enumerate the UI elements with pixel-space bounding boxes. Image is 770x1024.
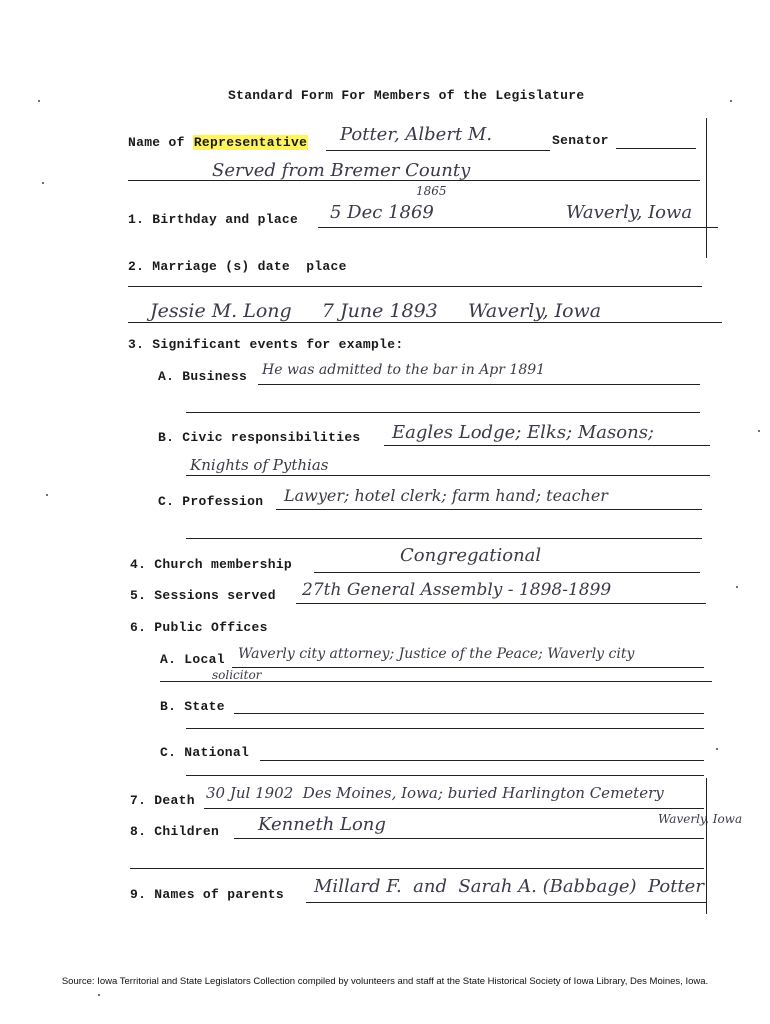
business-label: A. Business — [158, 369, 248, 384]
profession-underline-1 — [276, 509, 702, 510]
marriage-underline-2 — [128, 322, 722, 323]
children-underline-2 — [130, 868, 704, 869]
right-margin-line-bottom — [706, 778, 707, 914]
sessions-label: 5. Sessions served — [130, 588, 276, 603]
civic-label: B. Civic responsibilities — [158, 430, 361, 445]
name-prefix: Name of — [128, 135, 193, 150]
civic-underline-2 — [186, 475, 710, 476]
public-offices-label: 6. Public Offices — [130, 620, 268, 635]
local-cont-handwriting: solicitor — [212, 668, 262, 682]
parents-underline — [306, 902, 706, 903]
marriage-underline-1 — [128, 286, 702, 287]
local-label: A. Local — [160, 652, 225, 667]
children-label: 8. Children — [130, 824, 220, 839]
church-underline — [314, 572, 700, 573]
church-handwriting: Congregational — [400, 545, 542, 566]
profession-underline-2 — [186, 538, 702, 539]
civic-underline-1 — [384, 445, 710, 446]
national-underline-2 — [186, 775, 704, 776]
right-margin-line-top — [706, 118, 707, 258]
sessions-underline — [296, 603, 706, 604]
death-cont-handwriting: Waverly, Iowa — [658, 812, 743, 826]
state-label: B. State — [160, 699, 225, 714]
state-underline-1 — [234, 713, 704, 714]
scan-speck — [46, 494, 48, 496]
sessions-handwriting: 27th General Assembly - 1898-1899 — [302, 580, 612, 600]
business-underline-2 — [186, 412, 700, 413]
scan-speck — [98, 994, 100, 996]
profession-handwriting: Lawyer; hotel clerk; farm hand; teacher — [284, 486, 608, 505]
significant-events-label: 3. Significant events for example: — [128, 337, 404, 352]
local-underline-2 — [160, 681, 712, 682]
birth-place-handwriting: Waverly, Iowa — [566, 202, 693, 223]
served-handwriting: Served from Bremer County — [212, 160, 471, 181]
business-handwriting: He was admitted to the bar in Apr 1891 — [262, 362, 546, 378]
local-underline-1 — [232, 667, 704, 668]
death-label: 7. Death — [130, 793, 195, 808]
business-underline-1 — [258, 384, 700, 385]
national-underline-1 — [260, 760, 704, 761]
scan-speck — [38, 100, 40, 102]
children-handwriting: Kenneth Long — [258, 814, 386, 835]
local-handwriting: Waverly city attorney; Justice of the Peace; Waverly city — [238, 646, 635, 662]
parents-handwriting: Millard F. and Sarah A. (Babbage) Potter — [314, 876, 704, 897]
scan-speck — [736, 586, 738, 588]
representative-highlight: Representative — [193, 135, 308, 150]
scan-speck — [716, 748, 718, 750]
death-underline — [204, 808, 704, 809]
scan-speck — [758, 430, 760, 432]
served-underline — [128, 180, 700, 181]
form-title: Standard Form For Members of the Legislature — [228, 88, 585, 103]
civic-handwriting: Eagles Lodge; Elks; Masons; — [392, 422, 654, 443]
state-underline-2 — [186, 728, 704, 729]
name-handwriting: Potter, Albert M. — [340, 124, 493, 145]
name-label — [128, 135, 308, 150]
national-label: C. National — [160, 745, 250, 760]
birthday-underline — [318, 227, 718, 228]
profession-label: C. Profession — [158, 494, 264, 509]
name-underline — [326, 150, 550, 151]
parents-label: 9. Names of parents — [130, 887, 284, 902]
scan-speck — [42, 182, 44, 184]
senator-label: Senator — [552, 133, 609, 148]
source-caption: Source: Iowa Territorial and State Legislators Collection compiled by volunteers and staff at the State Historical Society of Iowa Library, Des Moines, Iowa. — [61, 976, 709, 987]
death-handwriting: 30 Jul 1902 Des Moines, Iowa; buried Harlington Cemetery — [206, 784, 664, 802]
birth-year-note: 1865 — [416, 184, 447, 198]
scan-speck — [730, 100, 732, 102]
marriage-handwriting: Jessie M. Long 7 June 1893 Waverly, Iowa — [150, 300, 602, 322]
senator-underline — [616, 148, 696, 149]
birthday-label: 1. Birthday and place — [128, 212, 299, 227]
civic-cont-handwriting: Knights of Pythias — [190, 456, 329, 474]
church-label: 4. Church membership — [130, 557, 293, 572]
children-underline-1 — [234, 838, 704, 839]
birth-date-handwriting: 5 Dec 1869 — [330, 202, 434, 223]
marriage-label: 2. Marriage (s) date place — [128, 259, 347, 274]
